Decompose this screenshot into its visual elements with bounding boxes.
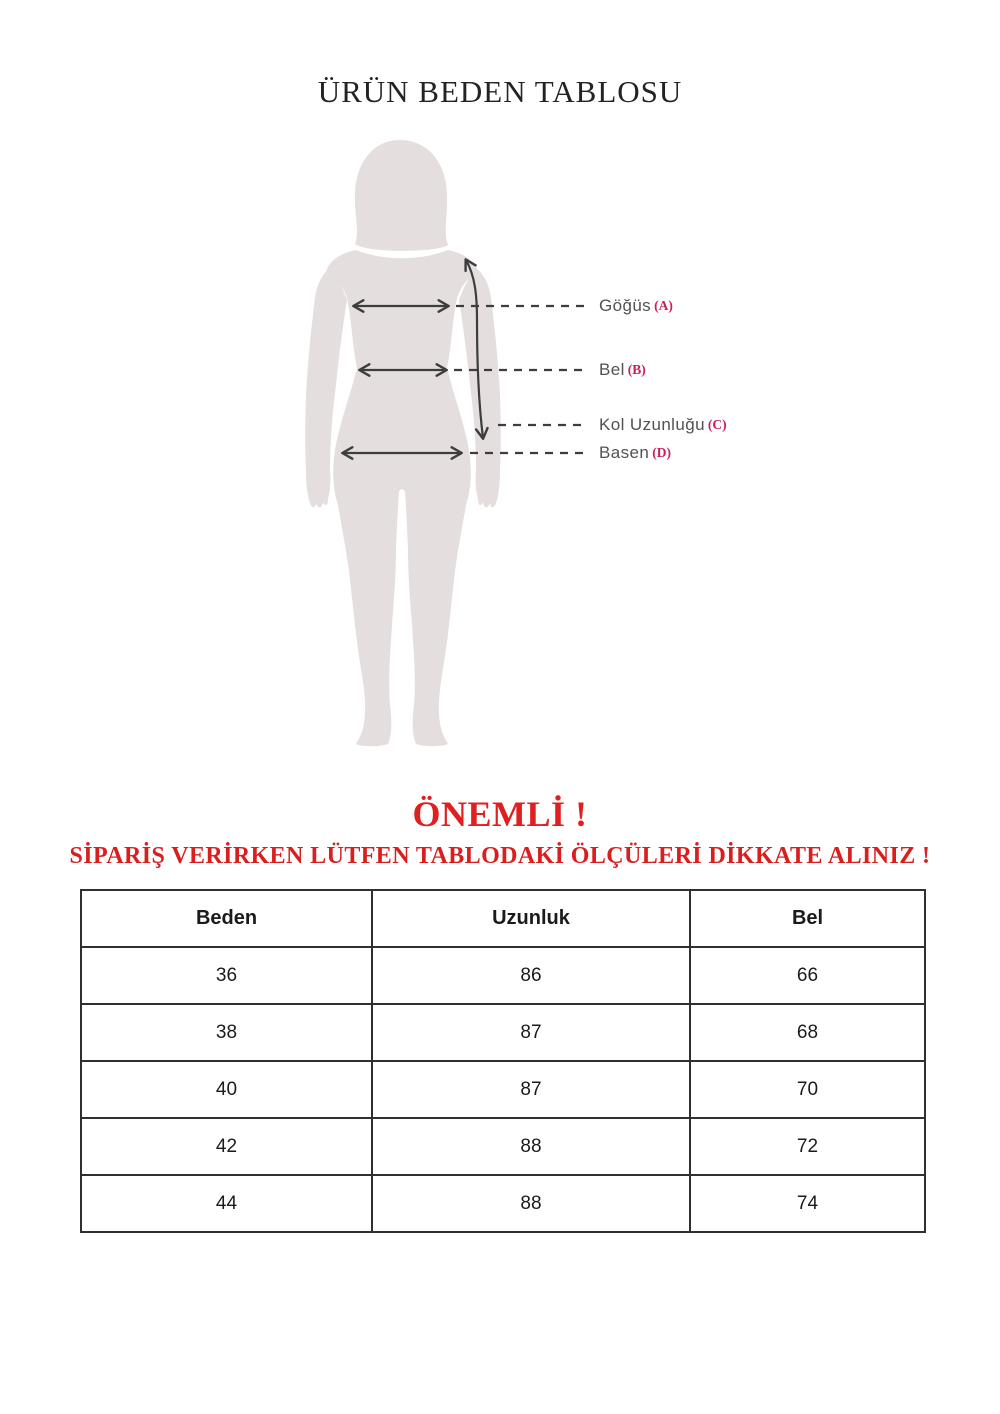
- silhouette-head: [355, 140, 448, 251]
- important-heading: ÖNEMLİ !: [412, 794, 588, 834]
- measurement-label-waist: [599, 359, 646, 381]
- hip-label-letter: (D): [652, 445, 671, 460]
- column-header-beden: Beden: [81, 890, 372, 947]
- waist-label-text: Bel: [599, 360, 625, 379]
- cell-waist: 72: [690, 1118, 925, 1175]
- body-silhouette: [305, 140, 501, 746]
- cell-length: 88: [372, 1175, 690, 1232]
- table-row: [81, 1004, 925, 1061]
- cell-waist: 66: [690, 947, 925, 1004]
- table-row: [81, 947, 925, 1004]
- cell-length: 87: [372, 1061, 690, 1118]
- table-row: [81, 1061, 925, 1118]
- cell-size: 36: [81, 947, 372, 1004]
- column-header-uzunluk: Uzunluk: [372, 890, 690, 947]
- size-table: [80, 889, 926, 1233]
- silhouette-left-arm: [305, 268, 347, 507]
- cell-length: 87: [372, 1004, 690, 1061]
- cell-size: 44: [81, 1175, 372, 1232]
- cell-size: 40: [81, 1061, 372, 1118]
- table-row: [81, 1175, 925, 1232]
- order-warning-text: SİPARİŞ VERİRKEN LÜTFEN TABLODAKİ ÖLÇÜLERİ DİKKATE ALINIZ !: [69, 843, 931, 869]
- size-table-header-row: [81, 890, 925, 947]
- arm-length-label-letter: (C): [707, 417, 727, 432]
- silhouette-right-arm: [459, 268, 501, 507]
- column-header-bel: Bel: [690, 890, 925, 947]
- hip-label-text: Basen: [599, 443, 650, 462]
- chest-label-text: Göğüs: [599, 296, 652, 315]
- cell-waist: 70: [690, 1061, 925, 1118]
- measurement-label-chest: [599, 295, 673, 317]
- arm-length-label-text: Kol Uzunluğu: [599, 415, 705, 434]
- cell-length: 86: [372, 947, 690, 1004]
- measurement-label-hip: [599, 442, 671, 464]
- cell-size: 42: [81, 1118, 372, 1175]
- measurement-label-arm-length: [599, 414, 727, 436]
- waist-label-letter: (B): [627, 362, 646, 377]
- silhouette-torso-legs: [326, 250, 478, 746]
- cell-waist: 68: [690, 1004, 925, 1061]
- cell-length: 88: [372, 1118, 690, 1175]
- table-row: [81, 1118, 925, 1175]
- arm-length-arrow: [466, 260, 483, 438]
- chest-label-letter: (A): [654, 298, 673, 313]
- cell-waist: 74: [690, 1175, 925, 1232]
- page-title: ÜRÜN BEDEN TABLOSU: [317, 74, 683, 109]
- cell-size: 38: [81, 1004, 372, 1061]
